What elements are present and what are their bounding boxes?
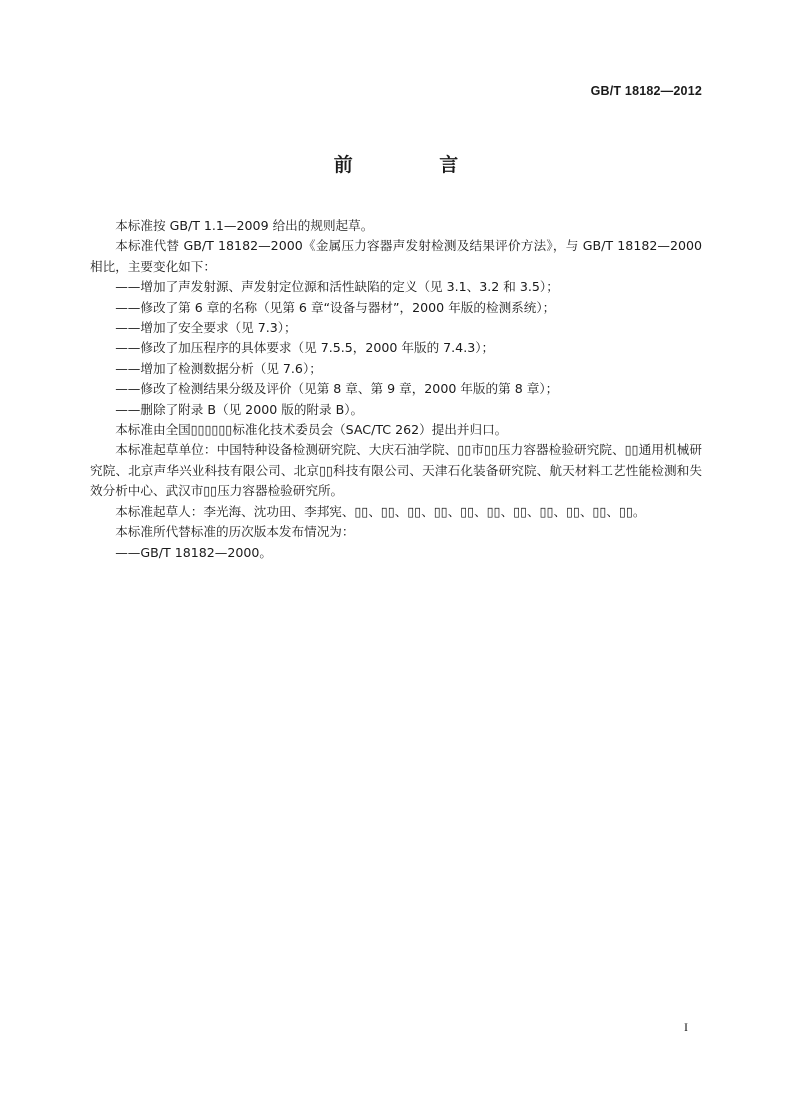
list-item: ——修改了第 6 章的名称（见第 6 章“设备与器材”，2000 年版的检测系统）； [115, 299, 556, 315]
list-item: ——修改了检测结果分级及评价（见第 8 章、第 9 章，2000 年版的第 8 章）； [115, 381, 559, 397]
list-item: ——删除了附录 B（见 2000 版的附录 B）。 [115, 401, 364, 417]
list-item: ——增加了声发射源、声发射定位源和活性缺陷的定义（见 3.1、3.2 和 3.5）； [115, 279, 559, 295]
paragraph-history: 本标准所代替标准的历次版本发布情况为： [115, 524, 355, 540]
list-item-history: ——GB/T 18182—2000。 [115, 544, 273, 560]
paragraph-committee: 本标准由全国▯▯▯▯▯▯标准化技术委员会（SAC/TC 262）提出并归口。 [115, 422, 508, 438]
standard-code: GB/T 18182—2012 [590, 84, 702, 98]
list-item: ——增加了检测数据分析（见 7.6）； [115, 360, 322, 376]
paragraph-drafting-rule: 本标准按 GB/T 1.1—2009 给出的规则起草。 [115, 218, 374, 233]
list-item: ——增加了安全要求（见 7.3）； [115, 320, 297, 336]
list-item: ——修改了加压程序的具体要求（见 7.5.5，2000 年版的 7.4.3）； [115, 340, 495, 356]
paragraph-drafting-units: 本标准起草单位：中国特种设备检测研究院、大庆石油学院、▯▯市▯▯压力容器检验研究院、▯▯通用机械研究院、北京声华兴业科技有限公司、北京▯▯科技有限公司、天津石化装备研究院、航天材料工艺性能检测和失效分析中心、武汉市▯▯压力容器检验研究所。 [90, 442, 702, 499]
page-number: I [684, 1020, 688, 1034]
paragraph-drafters: 本标准起草人：李光海、沈功田、李邦宪、▯▯、▯▯、▯▯、▯▯、▯▯、▯▯、▯▯、▯▯、▯▯、▯▯、▯▯。 [115, 503, 646, 519]
foreword-body [90, 216, 702, 563]
paragraph-replacement: 本标准代替 GB/T 18182—2000《金属压力容器声发射检测及结果评价方法》，与 GB/T 18182—2000 相比，主要变化如下： [90, 238, 702, 274]
page-title: 前 言 [333, 154, 499, 176]
